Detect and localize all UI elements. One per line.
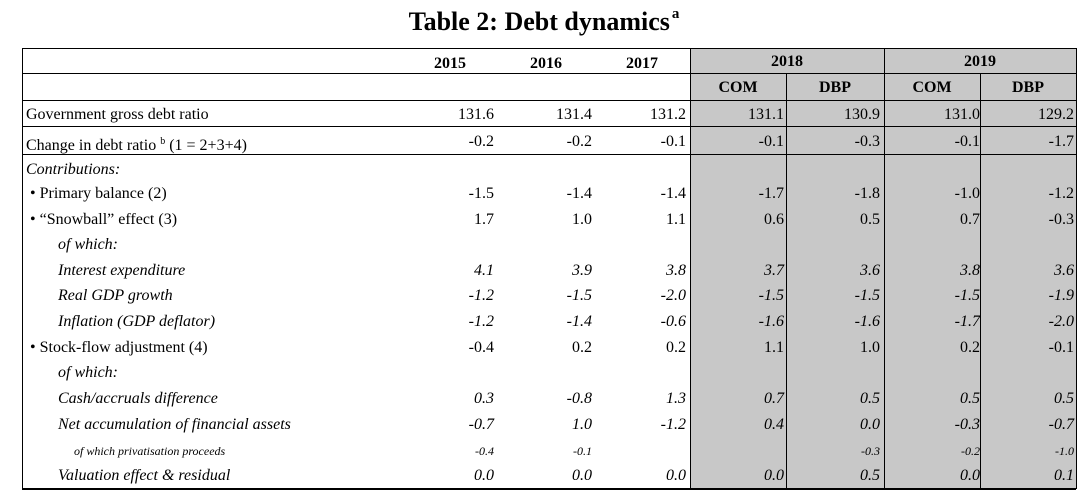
table-row: Change in debt ratio $^b$ (1 = 2+3+4) -0.2 -0.2 -0.1 -0.1 -0.3 -0.1 -1.7 (26, 133, 1074, 154)
header-2016: 2016 (530, 55, 562, 72)
header-2019-dbp: DBP (1012, 79, 1044, 96)
header-2018-com: COM (718, 79, 758, 96)
header-2017: 2017 (626, 55, 658, 72)
table-row: Interest expenditure 4.1 3.9 3.8 3.7 3.6 3.8 3.6 (58, 262, 1074, 279)
header-2019-com: COM (912, 79, 952, 96)
table-row: • Primary balance (2) -1.5 -1.4 -1.4 -1.7 -1.8 -1.0 -1.2 (30, 185, 1074, 202)
table-row: Cash/accruals difference 0.3 -0.8 1.3 0.7 0.5 0.5 0.5 (58, 390, 1074, 407)
table-row: Valuation effect & residual 0.0 0.0 0.0 0.0 0.5 0.0 0.1 (58, 467, 1074, 484)
table-row: Real GDP growth -1.2 -1.5 -2.0 -1.5 -1.5 -1.5 -1.9 (58, 287, 1074, 304)
header-2018-dbp: DBP (819, 79, 851, 96)
table-row: of which: (58, 364, 118, 381)
table-row: Net accumulation of financial assets -0.7 1.0 -1.2 0.4 0.0 -0.3 -0.7 (58, 416, 1074, 433)
top-rule (22, 48, 1076, 49)
table-row: Contributions: (26, 161, 121, 178)
header-2019: 2019 (964, 53, 996, 70)
header-rule-2 (22, 100, 1076, 101)
header-2015: 2015 (434, 55, 466, 72)
table-row: • “Snowball” effect (3) 1.7 1.0 1.1 0.6 0.5 0.7 -0.3 (30, 211, 1074, 228)
table-title: Table 2: Debt dynamics $^a$ (408, 6, 680, 36)
header-2018: 2018 (771, 53, 803, 70)
table-row: of which privatisation proceeds -0.4 -0.1 -0.3 -0.2 -1.0 (74, 444, 1074, 458)
table-row: • Stock-flow adjustment (4) -0.4 0.2 0.2 1.1 1.0 0.2 -0.1 (30, 339, 1074, 356)
footnote-marker: b (160, 136, 166, 147)
table-row: Government gross debt ratio 131.6 131.4 131.2 131.1 130.9 131.0 129.2 (26, 106, 1074, 123)
table-row: of which: (58, 236, 118, 253)
table-row: Inflation (GDP deflator) -1.2 -1.4 -0.6 -1.6 -1.6 -1.7 -2.0 (58, 313, 1074, 330)
title-footnote-marker: a (671, 6, 680, 22)
